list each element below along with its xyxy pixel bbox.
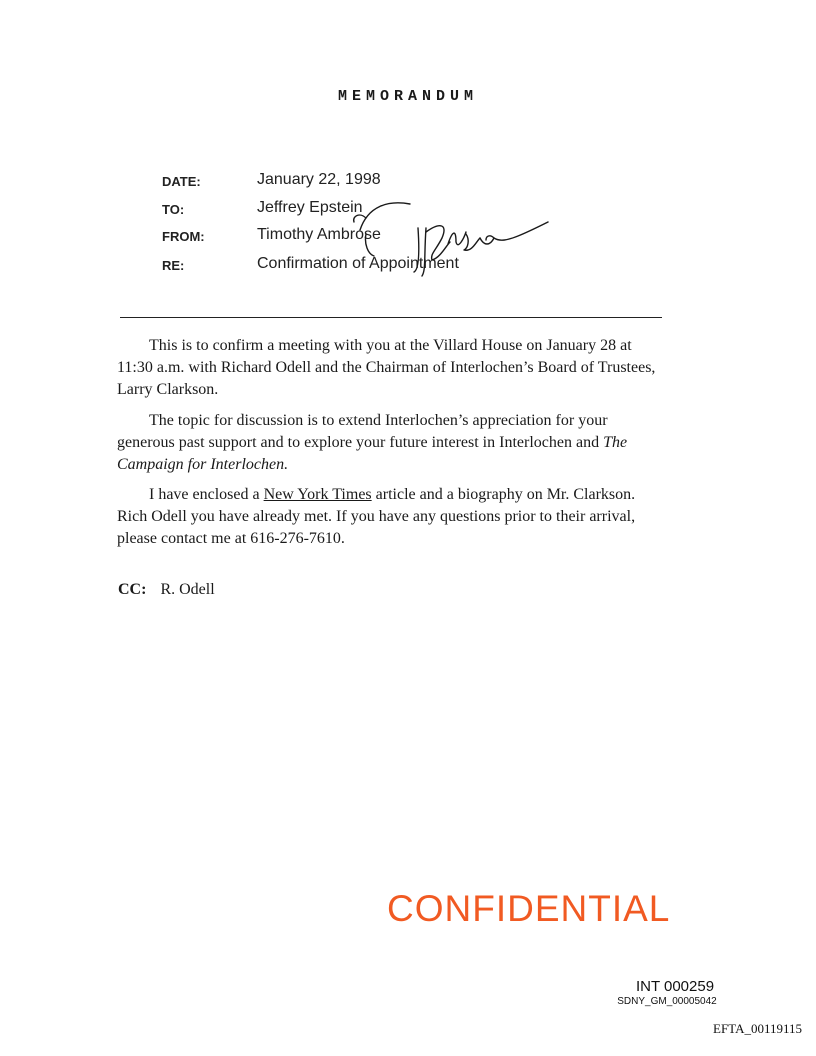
paragraph-3-text-start: I have enclosed a [149, 486, 264, 503]
re-label: RE: [162, 258, 185, 273]
paragraph-2-text: The topic for discussion is to extend Interlochen’s appreciation for your generous past support and to explore your future interest in Interlochen and [117, 412, 608, 451]
confidential-stamp: CONFIDENTIAL [387, 888, 671, 929]
paragraph-1-text: This is to confirm a meeting with you at the Villard House on January 28 at 11:30 a.m. with Richard Odell and the Chairman of Interlochen’s Board of Trustees, Larry Clarkson. [117, 337, 656, 398]
from-value: Timothy Ambrose [257, 226, 381, 243]
cc-label: CC: [118, 581, 147, 598]
efta-number: EFTA_00119115 [713, 1021, 802, 1036]
to-label: TO: [162, 202, 185, 217]
paragraph-3-text-end: article and a biography on Mr. Clarkson. Rich Odell you have already met. If you have any questions prior to their arrival, please contact me at 616-276-7610. [117, 486, 636, 547]
re-value: Confirmation of Appointment [257, 255, 459, 272]
from-label: FROM: [162, 229, 205, 244]
body-paragraph-1 [117, 335, 667, 401]
cc-value: R. Odell [160, 581, 215, 598]
date-label: DATE: [162, 174, 201, 189]
memo-title: MEMORANDUM [337, 88, 478, 105]
bates-number: INT 000259 [635, 978, 715, 995]
header-divider [120, 317, 662, 318]
body-paragraph-3 [117, 484, 667, 550]
body-paragraph-2 [117, 410, 667, 476]
date-value: January 22, 1998 [257, 171, 381, 188]
cc-line [118, 581, 215, 599]
handwritten-signature [340, 198, 560, 278]
bates-secondary-number: SDNY_GM_00005042 [617, 996, 717, 1007]
campaign-title: The Campaign for Interlochen. [117, 434, 628, 473]
to-value: Jeffrey Epstein [257, 199, 363, 216]
publication-name: New York Times [263, 486, 372, 503]
